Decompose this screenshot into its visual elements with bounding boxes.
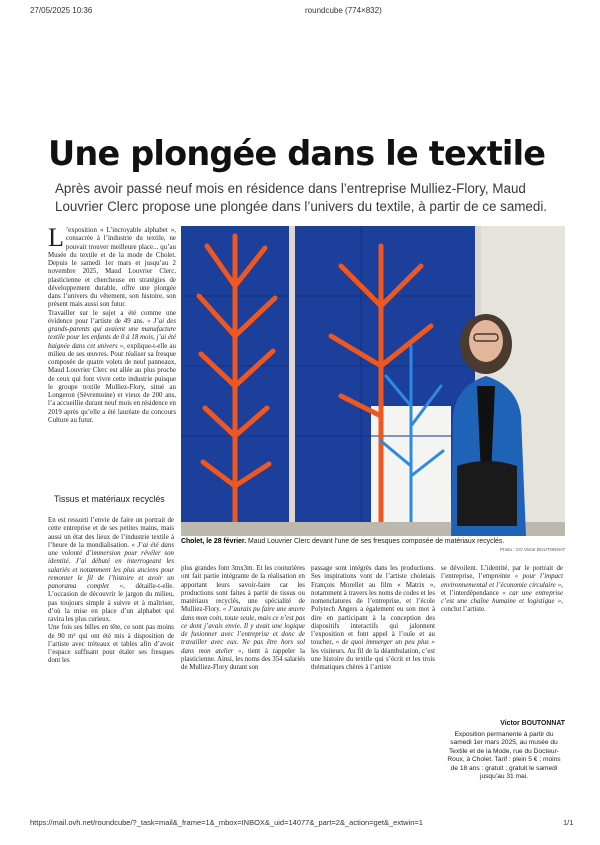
- subheading: Tissus et matériaux recyclés: [54, 494, 165, 504]
- article-column-lower-4: [441, 565, 563, 845]
- photo-caption: Cholet, le 28 février. Maud Louvrier Clerc devant l’une de ses fresques composée de matériaux recyclés.: [181, 538, 505, 545]
- article-headline: Une plongée dans le textile: [48, 134, 546, 173]
- photo-credit: Photo : CO Victor BOUTONNAT: [500, 547, 566, 552]
- body-paragraph: En est ressorti l’envie de faire un portrait de cette entreprise et de ses petites mains, mais aussi un état des lieux de l’industrie textile à l’heure de la mondialisation. « J’ai été dans une volonté d’immersion pour révéler son identité. J’ai débuté en interrogeant les salariés et notamment les plus anciens pour remonter le fil de l’histoire et avoir un panorama complet », détaille-t-elle. L’occasion de découvrir le jargon du milieu, pas toujours simple à suivre et à maîtriser, d’où la mise en place d’un alphabet qui ravira les plus curieux.: [48, 517, 174, 623]
- print-footer: [0, 818, 600, 832]
- print-window-title: roundcube (774×832): [305, 6, 382, 15]
- article-column-lower-3: [311, 565, 435, 845]
- article-column-lower-2: [181, 565, 305, 845]
- print-url: https://mail.ovh.net/roundcube/?_task=mail&_frame=1&_mbox=INBOX&_uid=14077&_part=2&_action=get&_extwin=1: [30, 818, 423, 827]
- article-lede: Après avoir passé neuf mois en résidence dans l’entreprise Mulliez-Flory, Maud Louvrier Clerc propose une plongée dans l’univers du textile, à partir de ce samedi.: [55, 181, 548, 214]
- body-paragraph: passage sont intégrés dans les productions. Ses inspirations vont de l’artiste choletais François Morellet au film « Matrix », notamment à travers les noms de codes et les nomenclatures de l’entreprise, et l’école Polytech Angers a également eu son mot à dire en participant à la conception des dispositifs interactifs qui jalonnent l’exposition et font appel à l’ouïe et au toucher, « de quoi immerger un peu plus » les visiteurs. Au fil de la déambulation, c’est une histoire du textile qui s’écrit et les trois thématiques chères à l’artiste: [311, 565, 435, 671]
- article-column-lower-1: [48, 517, 174, 797]
- article-photo: [181, 226, 565, 536]
- body-paragraph: Travailler sur le sujet a été comme une évidence pour l’artiste de 49 ans. « J’ai des grands-parents qui avaient une manufacture textile pour les enfants de 0 à 18 mois, j’ai été baignée dans cet univers », explique-t-elle au milieu de ses œuvres. Pour réaliser sa fresque composée de quatre volets de neuf panneaux, Maud Louvrier Clerc est allée au plus proche de ceux qui font vivre cette industrie puisque le groupe textile Mulliez-Flory, situé au Longeron (Sèvremoine) et vieux de 200 ans, l’a accueillie durant neuf mois en résidence en 2019 après qu’elle a été lauréate du concours Culture au futur.: [48, 309, 176, 424]
- exhibition-info: Exposition permanente à partir du samedi 1er mars 2025, au musée du Textile et de la Mode, rue du Docteur-Roux, à Cholet. Tarif : plein 5 € ; moins de 18 ans : gratuit ; gratuit le samedi jusqu’au 31 mai.: [447, 731, 561, 781]
- intro-paragraph: L ’exposition « L’incroyable alphabet », consacrée à l’industrie du textile, ne pouvait trouver meilleure place... qu’au Musée du textile et de la mode de Cholet. Depuis le samedi 1er mars et jusqu’au 2 novembre 2025, Maud Louvrier Clerc, plasticienne et chercheuse en stratégies de développement durable, offre une plongée dans l’univers du vêtement, son histoire, son présent mais aussi son futur.: [48, 223, 176, 309]
- body-paragraph: se dévoilent. L’identité, par le portrait de l’entreprise, l’empreinte « pour l’impact environnemental et l’économie circulaire », et l’interdépendance « car une entreprise c’est une chaîne humaine et logistique », conclut l’artiste.: [441, 565, 563, 614]
- photo-illustration: [181, 226, 565, 536]
- dropcap: L: [48, 223, 64, 252]
- page-number: 1/1: [563, 818, 574, 827]
- article-column-1: [48, 223, 176, 425]
- print-datetime: 27/05/2025 10:36: [30, 6, 93, 15]
- body-paragraph: Une fois ses billes en tête, ce sont pas moins de 90 m² qui ont été mis à disposition de l’artiste avec tréteaux et tables afin d’avoir l’espace suffisant pour étaler ses fresques dont les: [48, 624, 174, 665]
- print-header: [0, 6, 600, 20]
- body-paragraph: plus grandes font 3mx3m. Et les couturières ont fait partie intégrante de la réalisation en apportant leurs savoir-faire car les productions sont faites à partir de tissus ou matériaux recyclés, une spécialité de Mulliez-Flory. « J’aurais pu faire une œuvre dans mon coin, toute seule, mais ce n’est pas ce dont j’avais envie. Il y avait une logique de fusionner avec l’entreprise et donc de travailler avec eux. Ne pas être hors sol dans mon atelier », tient à rappeler la plasticienne. Ainsi, les noms des 354 salariés de Mulliez-Flory durant son: [181, 565, 306, 671]
- byline: Victor BOUTONNAT: [500, 720, 565, 727]
